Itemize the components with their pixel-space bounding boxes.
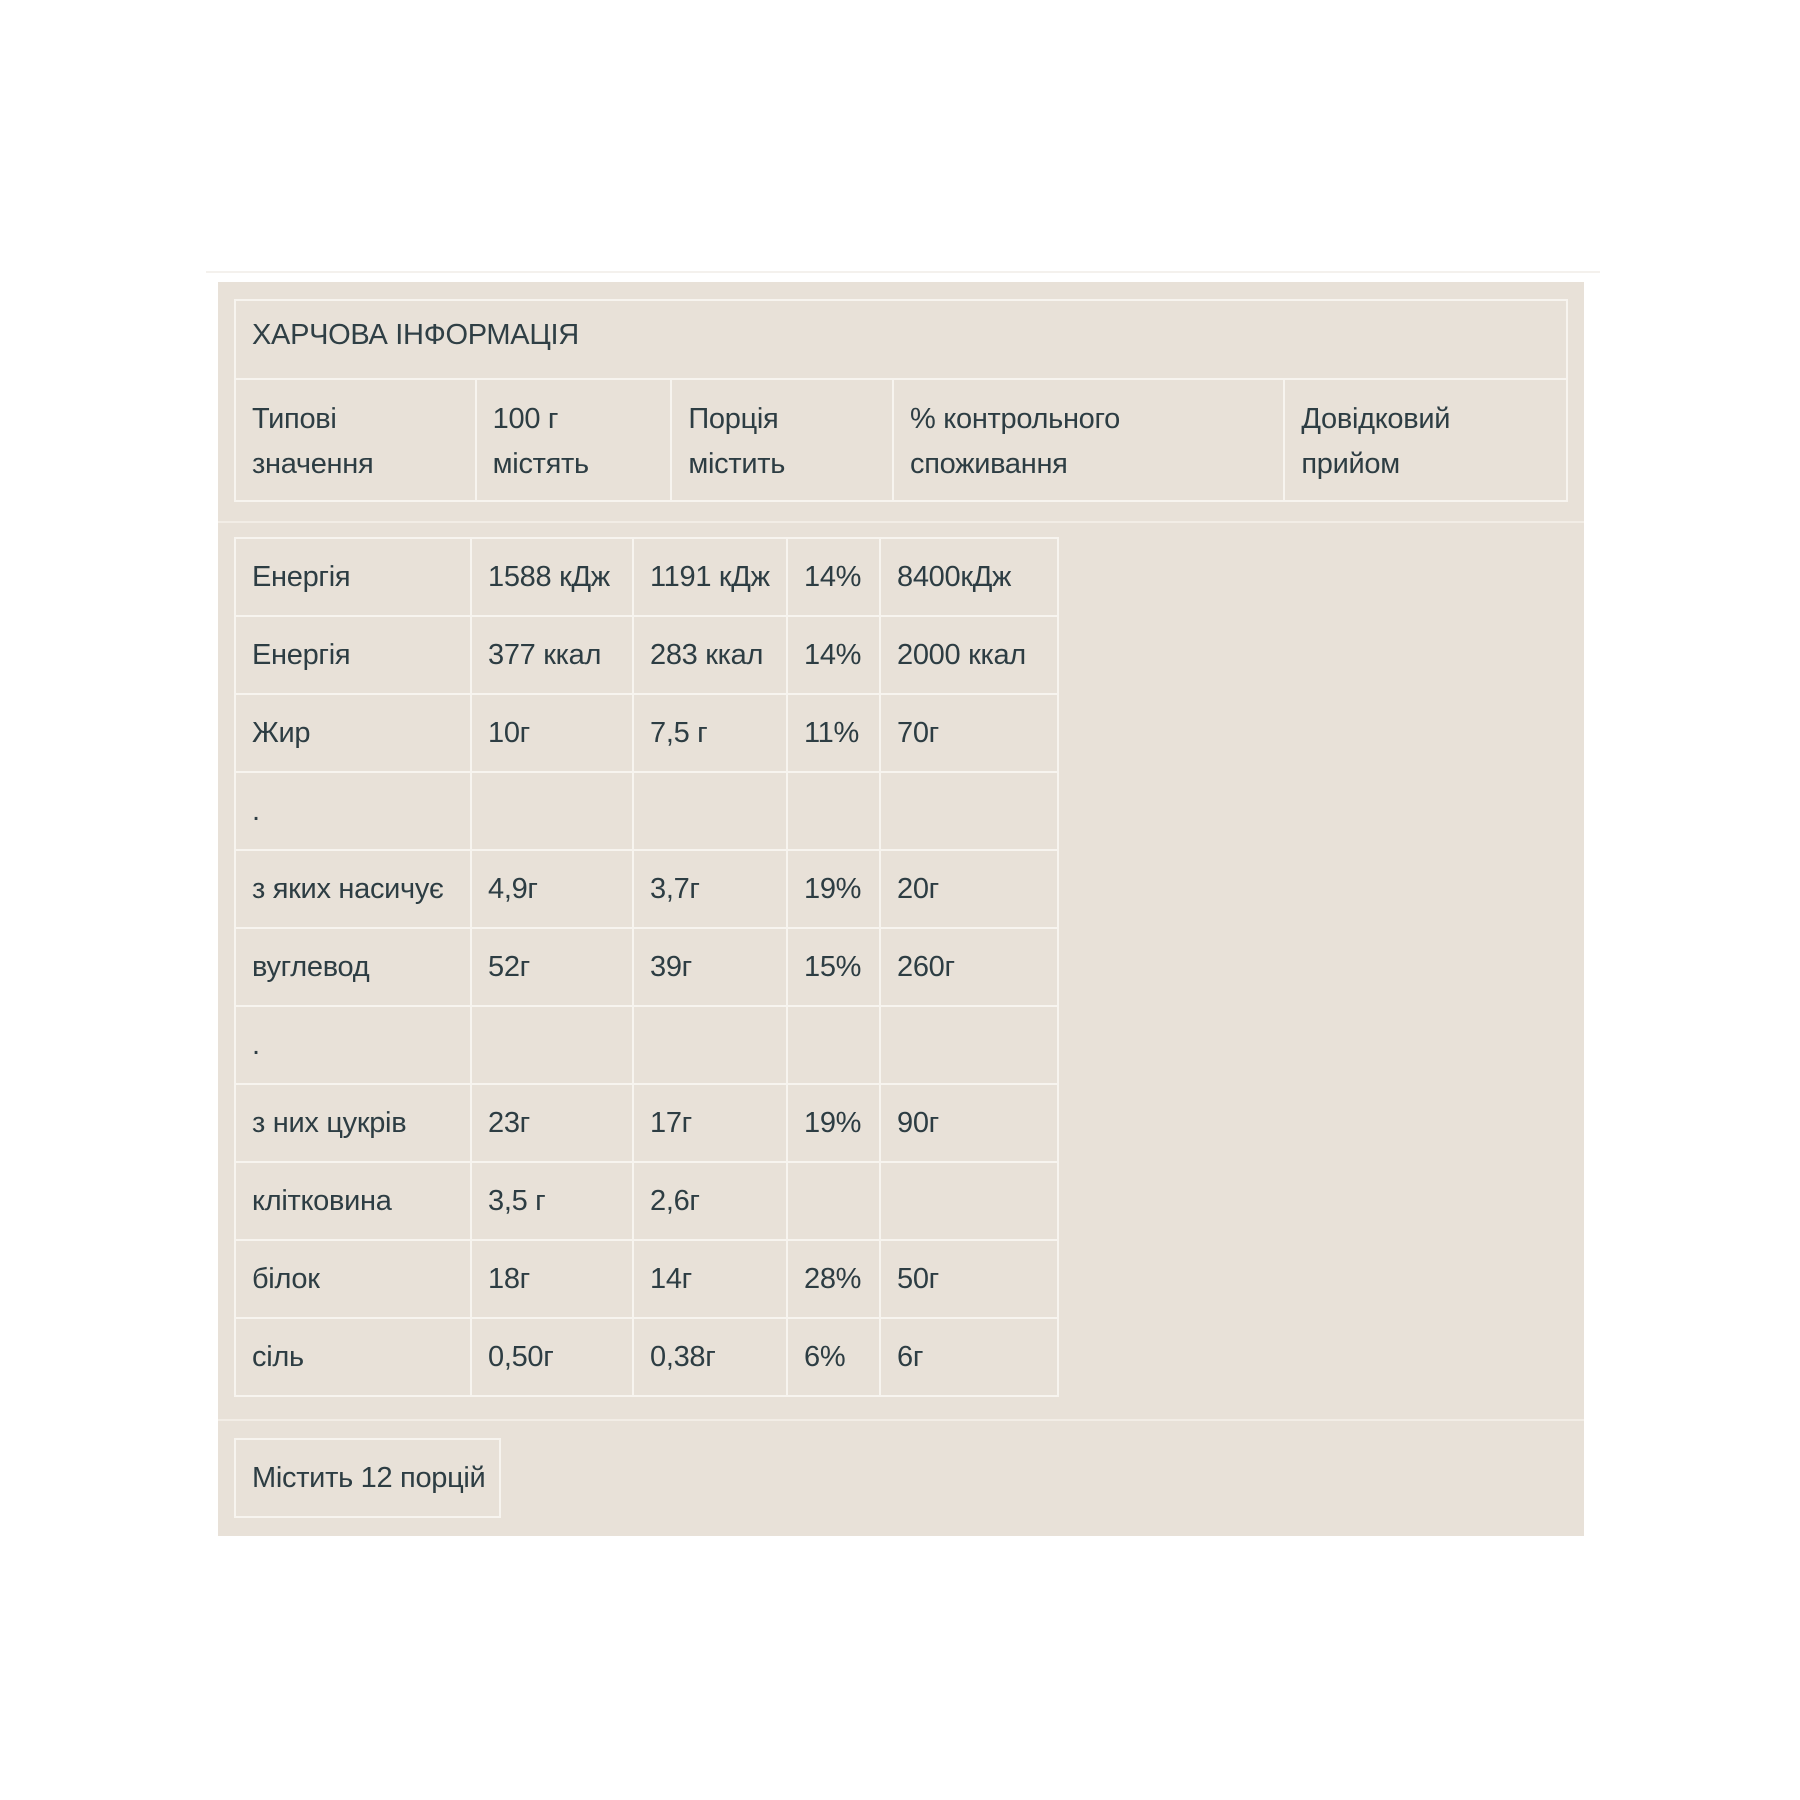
value-per-portion-cell: 39г bbox=[633, 928, 787, 1006]
reference-intake-percent-cell: 28% bbox=[787, 1240, 880, 1318]
value-per-100g-cell: 377 ккал bbox=[471, 616, 633, 694]
servings-row bbox=[235, 1439, 500, 1517]
value-per-100g-cell: 10г bbox=[471, 694, 633, 772]
value-per-portion-cell: 2,6г bbox=[633, 1162, 787, 1240]
value-per-portion-cell: 14г bbox=[633, 1240, 787, 1318]
reference-intake-cell: 6г bbox=[880, 1318, 1058, 1396]
reference-intake-percent-cell bbox=[787, 1162, 880, 1240]
table-row bbox=[235, 1084, 1058, 1162]
reference-intake-percent-cell: 6% bbox=[787, 1318, 880, 1396]
value-per-portion-cell: 17г bbox=[633, 1084, 787, 1162]
table-row bbox=[235, 850, 1058, 928]
reference-intake-cell bbox=[880, 1006, 1058, 1084]
value-per-100g-cell bbox=[471, 1006, 633, 1084]
nutrient-name-cell: з яких насичує bbox=[235, 850, 471, 928]
table-row bbox=[235, 1318, 1058, 1396]
nutrient-name-cell: . bbox=[235, 772, 471, 850]
title-row bbox=[235, 300, 1567, 379]
reference-intake-percent-cell: 11% bbox=[787, 694, 880, 772]
reference-intake-percent-cell: 19% bbox=[787, 1084, 880, 1162]
nutrient-name-cell: Енергія bbox=[235, 538, 471, 616]
reference-intake-percent-cell: 14% bbox=[787, 538, 880, 616]
value-per-portion-cell: 7,5 г bbox=[633, 694, 787, 772]
reference-intake-percent-cell: 15% bbox=[787, 928, 880, 1006]
nutrient-name-cell: . bbox=[235, 1006, 471, 1084]
value-per-portion-cell bbox=[633, 772, 787, 850]
reference-intake-cell: 260г bbox=[880, 928, 1058, 1006]
table-row bbox=[235, 694, 1058, 772]
value-per-100g-cell: 4,9г bbox=[471, 850, 633, 928]
column-header-typical-values: Типові значення bbox=[235, 379, 476, 501]
nutrition-title: ХАРЧОВА ІНФОРМАЦІЯ bbox=[235, 300, 1567, 379]
table-row bbox=[235, 1240, 1058, 1318]
value-per-100g-cell: 23г bbox=[471, 1084, 633, 1162]
reference-intake-cell bbox=[880, 772, 1058, 850]
reference-intake-percent-cell bbox=[787, 772, 880, 850]
column-header-reference-intake: Довідковий прийом bbox=[1284, 379, 1567, 501]
reference-intake-cell: 90г bbox=[880, 1084, 1058, 1162]
column-header-per-100g: 100 г містять bbox=[476, 379, 672, 501]
top-divider bbox=[206, 271, 1600, 273]
column-header-reference-intake-percent: % контрольного споживання bbox=[893, 379, 1284, 501]
nutrient-name-cell: Енергія bbox=[235, 616, 471, 694]
nutrition-header-table bbox=[234, 299, 1568, 502]
servings-table bbox=[234, 1438, 501, 1518]
value-per-100g-cell: 3,5 г bbox=[471, 1162, 633, 1240]
reference-intake-cell bbox=[880, 1162, 1058, 1240]
reference-intake-percent-cell bbox=[787, 1006, 880, 1084]
table-row bbox=[235, 1006, 1058, 1084]
nutrient-name-cell: вуглевод bbox=[235, 928, 471, 1006]
column-header-row bbox=[235, 379, 1567, 501]
nutrition-panel bbox=[218, 282, 1584, 1536]
nutrition-values-body bbox=[235, 538, 1058, 1396]
reference-intake-percent-cell: 19% bbox=[787, 850, 880, 928]
value-per-portion-cell: 1191 кДж bbox=[633, 538, 787, 616]
footer-separator bbox=[218, 1419, 1584, 1421]
nutrient-name-cell: клітковина bbox=[235, 1162, 471, 1240]
value-per-100g-cell bbox=[471, 772, 633, 850]
table-row bbox=[235, 1162, 1058, 1240]
value-per-100g-cell: 0,50г bbox=[471, 1318, 633, 1396]
table-row bbox=[235, 928, 1058, 1006]
value-per-100g-cell: 1588 кДж bbox=[471, 538, 633, 616]
table-row bbox=[235, 616, 1058, 694]
reference-intake-cell: 70г bbox=[880, 694, 1058, 772]
table-row bbox=[235, 772, 1058, 850]
nutrition-values-table bbox=[234, 537, 1059, 1397]
nutrient-name-cell: з них цукрів bbox=[235, 1084, 471, 1162]
value-per-portion-cell bbox=[633, 1006, 787, 1084]
table-row bbox=[235, 538, 1058, 616]
reference-intake-cell: 20г bbox=[880, 850, 1058, 928]
value-per-100g-cell: 52г bbox=[471, 928, 633, 1006]
servings-note: Містить 12 порцій bbox=[235, 1439, 500, 1517]
reference-intake-cell: 2000 ккал bbox=[880, 616, 1058, 694]
nutrient-name-cell: білок bbox=[235, 1240, 471, 1318]
column-header-per-portion: Порція містить bbox=[671, 379, 893, 501]
header-separator bbox=[218, 521, 1584, 523]
reference-intake-cell: 8400кДж bbox=[880, 538, 1058, 616]
nutrient-name-cell: сіль bbox=[235, 1318, 471, 1396]
reference-intake-cell: 50г bbox=[880, 1240, 1058, 1318]
nutrient-name-cell: Жир bbox=[235, 694, 471, 772]
value-per-portion-cell: 3,7г bbox=[633, 850, 787, 928]
value-per-portion-cell: 283 ккал bbox=[633, 616, 787, 694]
value-per-portion-cell: 0,38г bbox=[633, 1318, 787, 1396]
reference-intake-percent-cell: 14% bbox=[787, 616, 880, 694]
value-per-100g-cell: 18г bbox=[471, 1240, 633, 1318]
